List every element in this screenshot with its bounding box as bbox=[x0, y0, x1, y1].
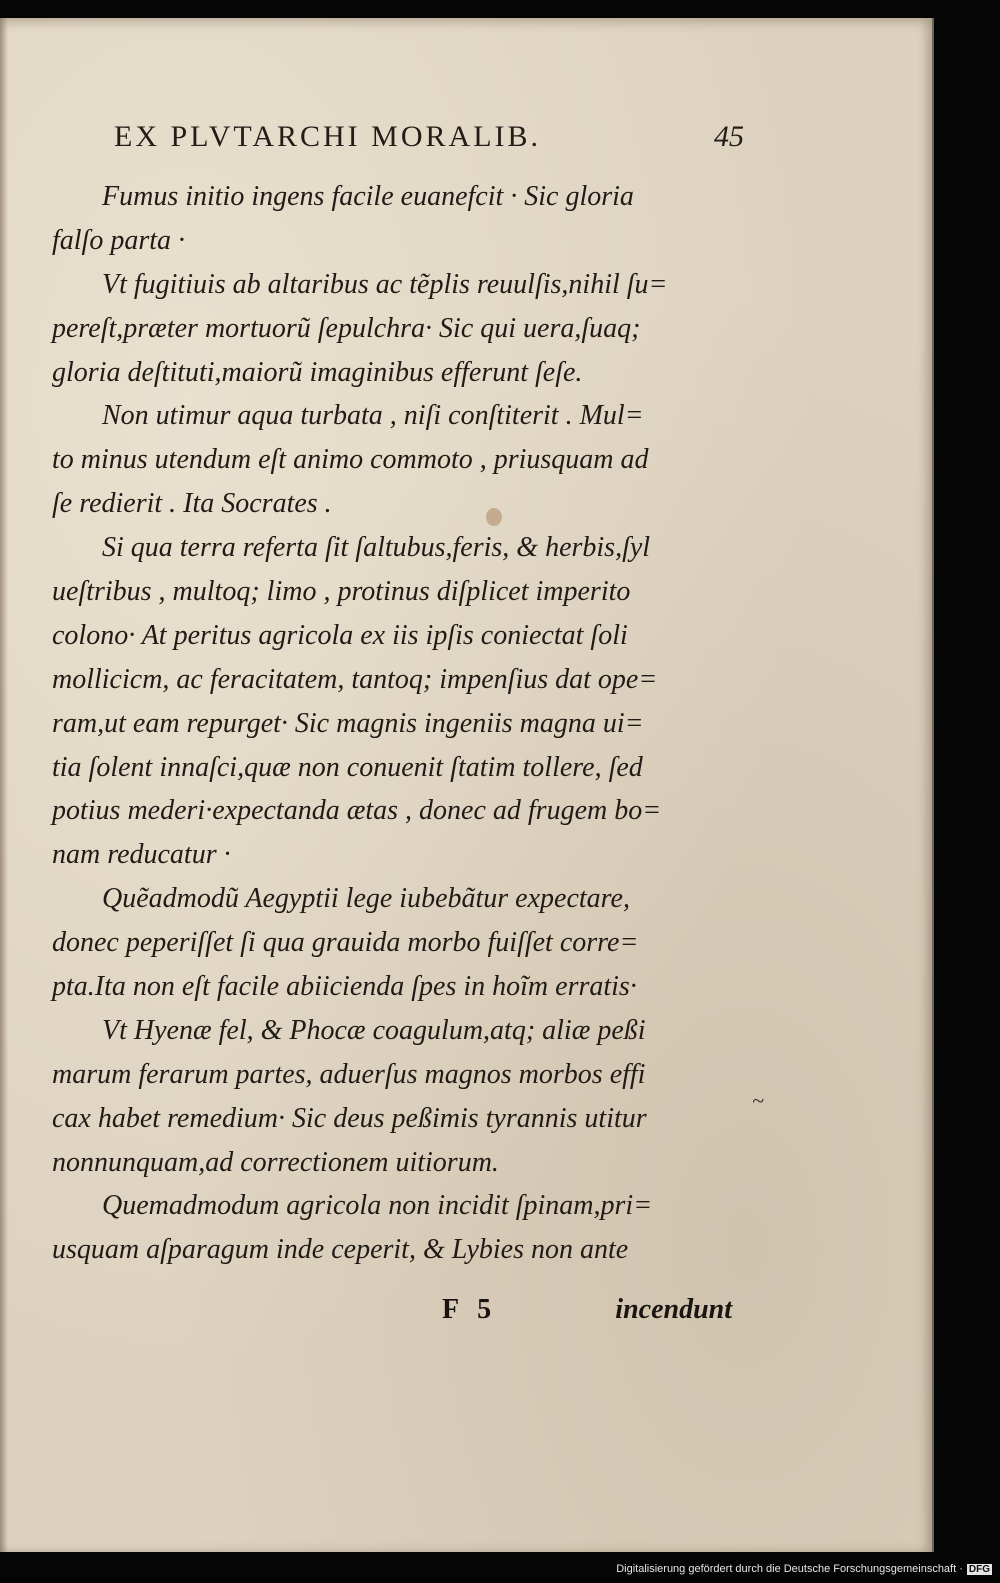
body-text bbox=[52, 175, 732, 1272]
running-header bbox=[114, 120, 744, 160]
text-line: Si qua terra referta ſit ſaltubus,feris, & herbis,ſyl bbox=[102, 532, 651, 564]
text-line: nonnunquam,ad correctionem uitiorum. bbox=[52, 1146, 499, 1178]
text-line: Quẽadmodũ Aegyptii lege iubebãtur expectare, bbox=[102, 883, 630, 915]
text-line: Non utimur aqua turbata , niſi conſtiterit . Mul= bbox=[102, 400, 644, 432]
dfg-logo: DFG bbox=[968, 1564, 990, 1575]
credit-text: Digitalisierung gefördert durch die Deutsche Forschungsgemeinschaft · bbox=[616, 1563, 963, 1575]
signature-mark: F 5 bbox=[442, 1294, 498, 1325]
digitization-credit bbox=[616, 1563, 992, 1579]
text-line: ſe redierit . Ita Socrates . bbox=[52, 488, 332, 520]
running-title: EX PLVTARCHI MORALIB. bbox=[114, 120, 542, 153]
text-line: pereſt,præter mortuorũ ſepulchra· Sic qui uera,ſuaq; bbox=[52, 312, 641, 344]
page-footer bbox=[52, 1294, 732, 1338]
page-gutter-shadow bbox=[0, 18, 8, 1552]
text-line: tia ſolent innaſci,quæ non conuenit ſtatim tollere, ſed bbox=[52, 751, 643, 783]
folio-number: 45 bbox=[714, 120, 744, 153]
text-line: gloria deſtituti,maiorũ imaginibus efferunt ſeſe. bbox=[52, 356, 583, 388]
text-line: Vt fugitiuis ab altaribus ac tẽplis reuulſis,nihil ſu= bbox=[102, 268, 668, 300]
text-line: Vt Hyenæ fel, & Phocæ coagulum,atq; aliæ peßi bbox=[102, 1014, 646, 1046]
text-line: usquam aſparagum inde ceperit, & Lybies non ante bbox=[52, 1234, 629, 1266]
text-line: to minus utendum eſt animo commoto , priusquam ad bbox=[52, 444, 649, 476]
text-line: marum ferarum partes, aduerſus magnos morbos effi bbox=[52, 1058, 646, 1090]
text-line: ueſtribus , multoq; limo , protinus diſplicet imperito bbox=[52, 576, 631, 608]
text-line: mollicicm, ac feracitatem, tantoq; impenſius dat ope= bbox=[52, 663, 658, 695]
catchword: incendunt bbox=[615, 1294, 732, 1325]
text-line: ram,ut eam repurget· Sic magnis ingeniis magna ui= bbox=[52, 707, 644, 739]
text-line: falſo parta · bbox=[52, 224, 186, 256]
text-line: potius mederi·expectanda ætas , donec ad frugem bo= bbox=[52, 795, 662, 827]
text-line: Fumus initio ingens facile euanefcit · Sic gloria bbox=[102, 181, 634, 212]
text-line: pta.Ita non eſt facile abiicienda ſpes in hoĩm erratis· bbox=[52, 971, 637, 1003]
text-line: donec peperiſſet ſi qua grauida morbo fuiſſet corre= bbox=[52, 927, 639, 959]
text-line: nam reducatur · bbox=[52, 839, 231, 871]
text-line: cax habet remedium· Sic deus peßimis tyrannis utitur bbox=[52, 1102, 647, 1134]
text-line: Quemadmodum agricola non incidit ſpinam,pri= bbox=[102, 1190, 653, 1222]
margin-note: ~ bbox=[752, 1088, 764, 1113]
text-line: colono· At peritus agricola ex iis ipſis coniectat ſoli bbox=[52, 619, 628, 651]
